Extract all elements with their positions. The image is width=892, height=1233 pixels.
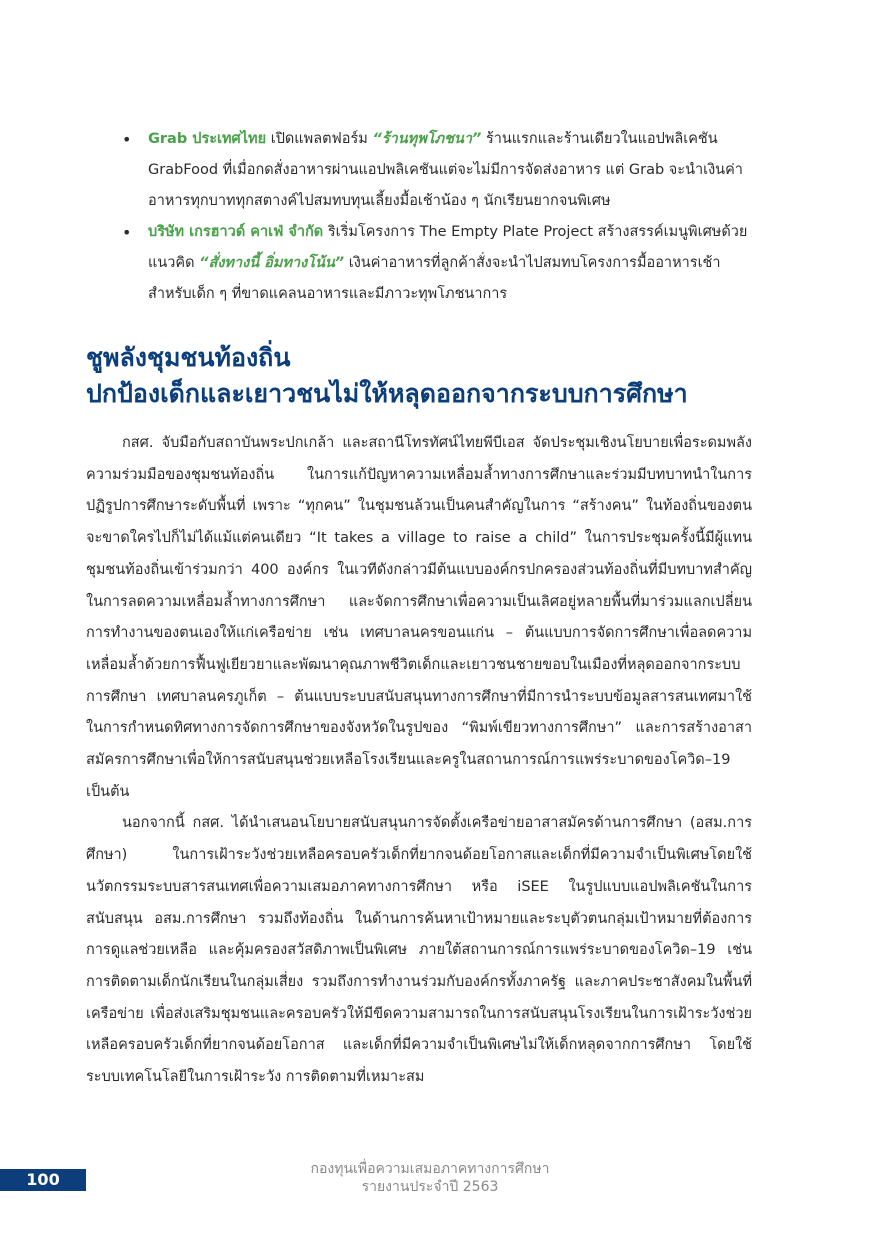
- bullet-dot-icon: •: [122, 130, 132, 149]
- page-footer: [280, 1160, 580, 1196]
- section-heading-line-2: ปกป้องเด็กและเยาวชนไม่ให้หลุดออกจากระบบการศึกษา: [86, 379, 688, 408]
- bullet-text: ริเริ่มโครงการ The Empty Plate Project สร้างสรรค์เมนูพิเศษด้วยแนวคิด: [148, 224, 748, 271]
- bullet-text: เปิดแพลตฟอร์ม: [266, 131, 373, 147]
- footer-org: กองทุนเพื่อความเสมอภาคทางการศึกษา: [310, 1161, 550, 1177]
- organization-name: Grab ประเทศไทย: [148, 131, 267, 147]
- bullet-list: [120, 124, 760, 310]
- bullet-text: เงินค่าอาหารที่ลูกค้าสั่งจะนำไปสมทบโครงการมื้ออาหารเช้าสำหรับเด็ก ๆ ที่ขาดแคลนอาหารและมีภาวะทุพโภชนาการ: [148, 255, 721, 302]
- bullet-item: [120, 124, 760, 217]
- campaign-name: “ร้านทุพโภชนา”: [372, 131, 482, 147]
- paragraph: นอกจากนี้ กสศ. ได้นำเสนอนโยบายสนับสนุนการจัดตั้งเครือข่ายอาสาสมัครด้านการศึกษา (อสม.การศึกษา) ในการเฝ้าระวังช่วยเหลือครอบครัวเด็กที่ยากจนด้อยโอกาสและเด็กที่มีความจำเป็นพิเศษโดยใช้นวัตกรรมระบบสารสนเทศเพื่อความเสมอภาคทางการศึกษา หรือ iSEE ในรูปแบบแอปพลิเคชันในการสนับสนุน อสม.การศึกษา รวมถึงท้องถิ่น ในด้านการค้นหาเป้าหมายและระบุตัวตนกลุ่มเป้าหมายที่ต้องการการดูแลช่วยเหลือ และคุ้มครองสวัสดิภาพเป็นพิเศษ ภายใต้สถานการณ์การแพร่ระบาดของโควิด–19 เช่น การติดตามเด็กนักเรียนในกลุ่มเสี่ยง รวมถึงการทำงานร่วมกับองค์กรทั้งภาครัฐ และภาคประชาสังคมในพื้นที่เครือข่าย เพื่อส่งเสริมชุมชนและครอบครัวให้มีขีดความสามารถในการสนับสนุนโรงเรียนในการเฝ้าระวังช่วยเหลือครอบครัวเด็กที่ยากจนด้อยโอกาส และเด็กที่มีความจำเป็นพิเศษไม่ให้เด็กหลุดจากการศึกษา โดยใช้ระบบเทคโนโลยีในการเฝ้าระวัง การติดตามที่เหมาะสม: [86, 815, 752, 1086]
- footer-report: รายงานประจำปี 2563: [361, 1179, 499, 1195]
- page-number: 100: [0, 1169, 86, 1191]
- organization-name: บริษัท เกรฮาวด์ คาเฟ่ จำกัด: [148, 224, 324, 240]
- campaign-name: “สั่งทางนี้ อิ่มทางโน้น”: [199, 255, 345, 271]
- section-heading-line-1: ชูพลังชุมชนท้องถิ่น: [86, 343, 291, 372]
- bullet-dot-icon: •: [122, 223, 132, 242]
- bullet-text: ร้านแรกและร้านเดียวในแอปพลิเคชัน GrabFood ที่เมื่อกดสั่งอาหารผ่านแอปพลิเคชันแต่จะไม่มีการจัดส่งอาหาร แต่ Grab จะนำเงินค่าอาหารทุกบาททุกสตางค์ไปสมทบทุนเลี้ยงมื้อเช้าน้อง ๆ นักเรียนยากจนพิเศษ: [148, 131, 743, 209]
- paragraph: กสศ. จับมือกับสถาบันพระปกเกล้า และสถานีโทรทัศน์ไทยพีบีเอส จัดประชุมเชิงนโยบายเพื่อระดมพลังความร่วมมือของชุมชนท้องถิ่น ในการแก้ปัญหาความเหลื่อมล้ำทางการศึกษาและร่วมมีบทบาทนำในการปฏิรูปการศึกษาระดับพื้นที่ เพราะ “ทุกคน” ในชุมชนล้วนเป็นคนสำคัญในการ “สร้างคน” ในท้องถิ่นของตนจะขาดใครไปก็ไม่ได้แม้แต่คนเดียว “It takes a village to raise a child” ในการประชุมครั้งนี้มีผู้แทนชุมชนท้องถิ่นเข้าร่วมกว่า 400 องค์กร ในเวทีดังกล่าวมีต้นแบบองค์กรปกครองส่วนท้องถิ่นที่มีบทบาทสำคัญในการลดความเหลื่อมล้ำทางการศึกษา และจัดการศึกษาเพื่อความเป็นเลิศอยู่หลายพื้นที่มาร่วมแลกเปลี่ยนการทำงานของตนเองให้แก่เครือข่าย เช่น เทศบาลนครขอนแก่น – ต้นแบบการจัดการศึกษาเพื่อลดความเหลื่อมล้ำด้วยการฟื้นฟูเยียวยาและพัฒนาคุณภาพชีวิตเด็กและเยาวชนชายขอบในเมืองที่หลุดออกจากระบบการศึกษา เทศบาลนครภูเก็ต – ต้นแบบระบบสนับสนุนทางการศึกษาที่มีการนำระบบข้อมูลสารสนเทศมาใช้ในการกำหนดทิศทางการจัดการศึกษาของจังหวัดในรูปของ “พิมพ์เขียวทางการศึกษา” และการสร้างอาสาสมัครการศึกษาเพื่อให้การสนับสนุนช่วยเหลือโรงเรียนและครูในสถานการณ์การแพร่ระบาดของโควิด–19 เป็นต้น: [86, 435, 752, 800]
- bullet-item: [120, 217, 760, 310]
- section-heading: [86, 340, 786, 412]
- body-text: [86, 428, 752, 1094]
